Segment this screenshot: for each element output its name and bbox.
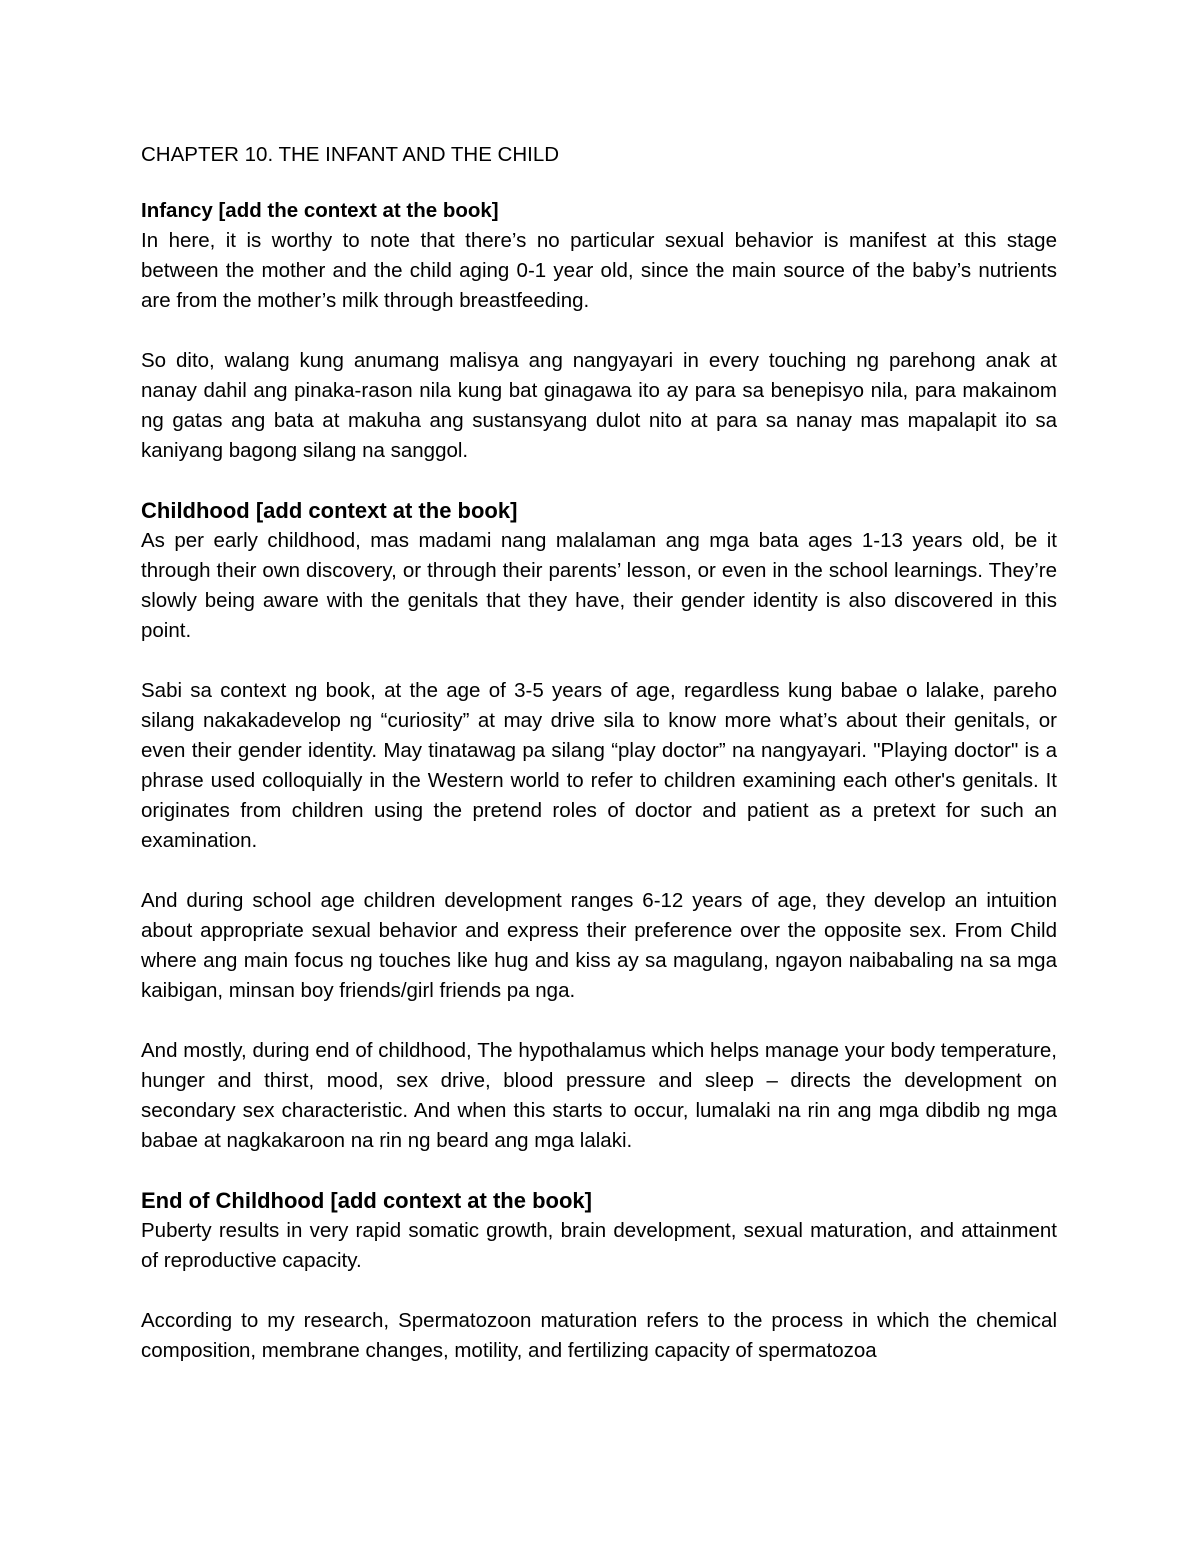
paragraph: As per early childhood, mas madami nang malalaman ang mga bata ages 1-13 years old, be it through their own discovery, or through their parents’ lesson, or even in the school learnings. They’re slowly being aware with the genitals that they have, their gender identity is also discovered in this point. [141, 529, 1057, 642]
section-childhood [141, 496, 1057, 1156]
section-heading: Childhood [add context at the book] [141, 498, 518, 523]
document-page [141, 140, 1057, 1396]
section-infancy [141, 196, 1057, 466]
section-end-of-childhood [141, 1186, 1057, 1366]
paragraph: Puberty results in very rapid somatic growth, brain development, sexual maturation, and attainment of reproductive capacity. [141, 1219, 1057, 1272]
chapter-title: CHAPTER 10. THE INFANT AND THE CHILD [141, 143, 560, 166]
paragraph: And mostly, during end of childhood, The hypothalamus which helps manage your body temperature, hunger and thirst, mood, sex drive, blood pressure and sleep – directs the development on secondary sex characteristic. And when this starts to occur, lumalaki na rin ang mga dibdib ng mga babae at nagkakaroon na rin ng beard ang mga lalaki. [141, 1039, 1057, 1152]
section-heading: Infancy [add the context at the book] [141, 199, 499, 222]
paragraph: In here, it is worthy to note that there’s no particular sexual behavior is manifest at this stage between the mother and the child aging 0-1 year old, since the main source of the baby’s nutrients are from the mother’s milk through breastfeeding. [141, 229, 1057, 312]
paragraph: So dito, walang kung anumang malisya ang nangyayari in every touching ng parehong anak at nanay dahil ang pinaka-rason nila kung bat ginagawa ito ay para sa benepisyo nila, para makainom ng gatas ang bata at makuha ang sustansyang dulot nito at para sa nanay mas mapalapit ito sa kaniyang bagong silang na sanggol. [141, 349, 1057, 462]
section-heading: End of Childhood [add context at the book] [141, 1188, 592, 1213]
paragraph: According to my research, Spermatozoon maturation refers to the process in which the chemical composition, membrane changes, motility, and fertilizing capacity of spermatozoa [141, 1309, 1057, 1362]
paragraph: And during school age children development ranges 6-12 years of age, they develop an intuition about appropriate sexual behavior and express their preference over the opposite sex. From Child where ang main focus ng touches like hug and kiss ay sa magulang, ngayon naibabaling na sa mga kaibigan, minsan boy friends/girl friends pa nga. [141, 889, 1057, 1002]
paragraph: Sabi sa context ng book, at the age of 3-5 years of age, regardless kung babae o lalake, pareho silang nakakadevelop ng “curiosity” at may drive sila to know more what’s about their genitals, or even their gender identity. May tinatawag pa silang “play doctor” na nangyayari. "Playing doctor" is a phrase used colloquially in the Western world to refer to children examining each other's genitals. It originates from children using the pretend roles of doctor and patient as a pretext for such an examination. [141, 679, 1057, 852]
